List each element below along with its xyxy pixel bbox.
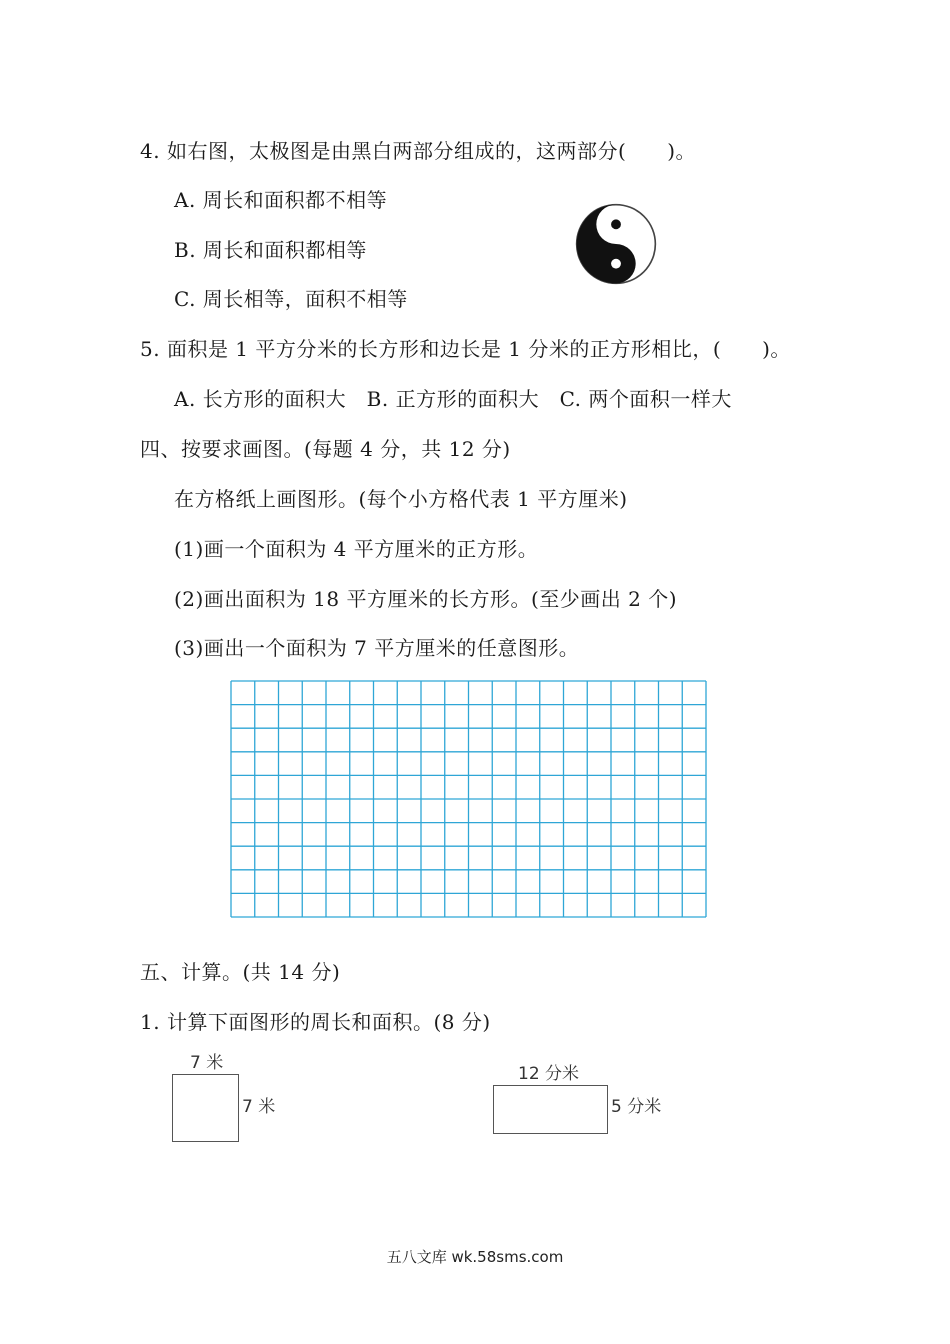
q5-stem: 5. 面积是 1 平方分米的长方形和边长是 1 分米的正方形相比，( )。 xyxy=(140,337,791,361)
yin-yang-icon xyxy=(575,203,657,285)
section4-intro: 在方格纸上画图形。(每个小方格代表 1 平方厘米) xyxy=(174,487,628,511)
section4-item-2: (2)画出面积为 18 平方厘米的长方形。(至少画出 2 个) xyxy=(174,587,678,611)
rectangle-figure xyxy=(493,1085,608,1134)
section5-heading: 五、计算。(共 14 分) xyxy=(140,960,341,984)
footer-watermark: 五八文库 wk.58sms.com xyxy=(386,1248,564,1266)
square-top-label: 7 米 xyxy=(190,1053,224,1073)
section4-heading: 四、按要求画图。(每题 4 分，共 12 分) xyxy=(140,437,511,461)
square-grid-paper[interactable] xyxy=(230,680,707,918)
q4-option-b: B. 周长和面积都相等 xyxy=(174,238,367,262)
rectangle-top-label: 12 分米 xyxy=(518,1064,580,1084)
q4-option-c: C. 周长相等，面积不相等 xyxy=(174,287,408,311)
section5-q1: 1. 计算下面图形的周长和面积。(8 分) xyxy=(140,1010,491,1034)
section4-item-3: (3)画出一个面积为 7 平方厘米的任意图形。 xyxy=(174,636,580,660)
square-side-label: 7 米 xyxy=(242,1097,276,1117)
q4-stem: 4. 如右图，太极图是由黑白两部分组成的，这两部分( )。 xyxy=(140,139,697,163)
rectangle-side-label: 5 分米 xyxy=(611,1097,662,1117)
q5-options: A. 长方形的面积大 B. 正方形的面积大 C. 两个面积一样大 xyxy=(174,387,732,411)
q4-option-a: A. 周长和面积都不相等 xyxy=(174,188,388,212)
square-figure xyxy=(172,1074,239,1142)
section4-item-1: (1)画一个面积为 4 平方厘米的正方形。 xyxy=(174,537,539,561)
